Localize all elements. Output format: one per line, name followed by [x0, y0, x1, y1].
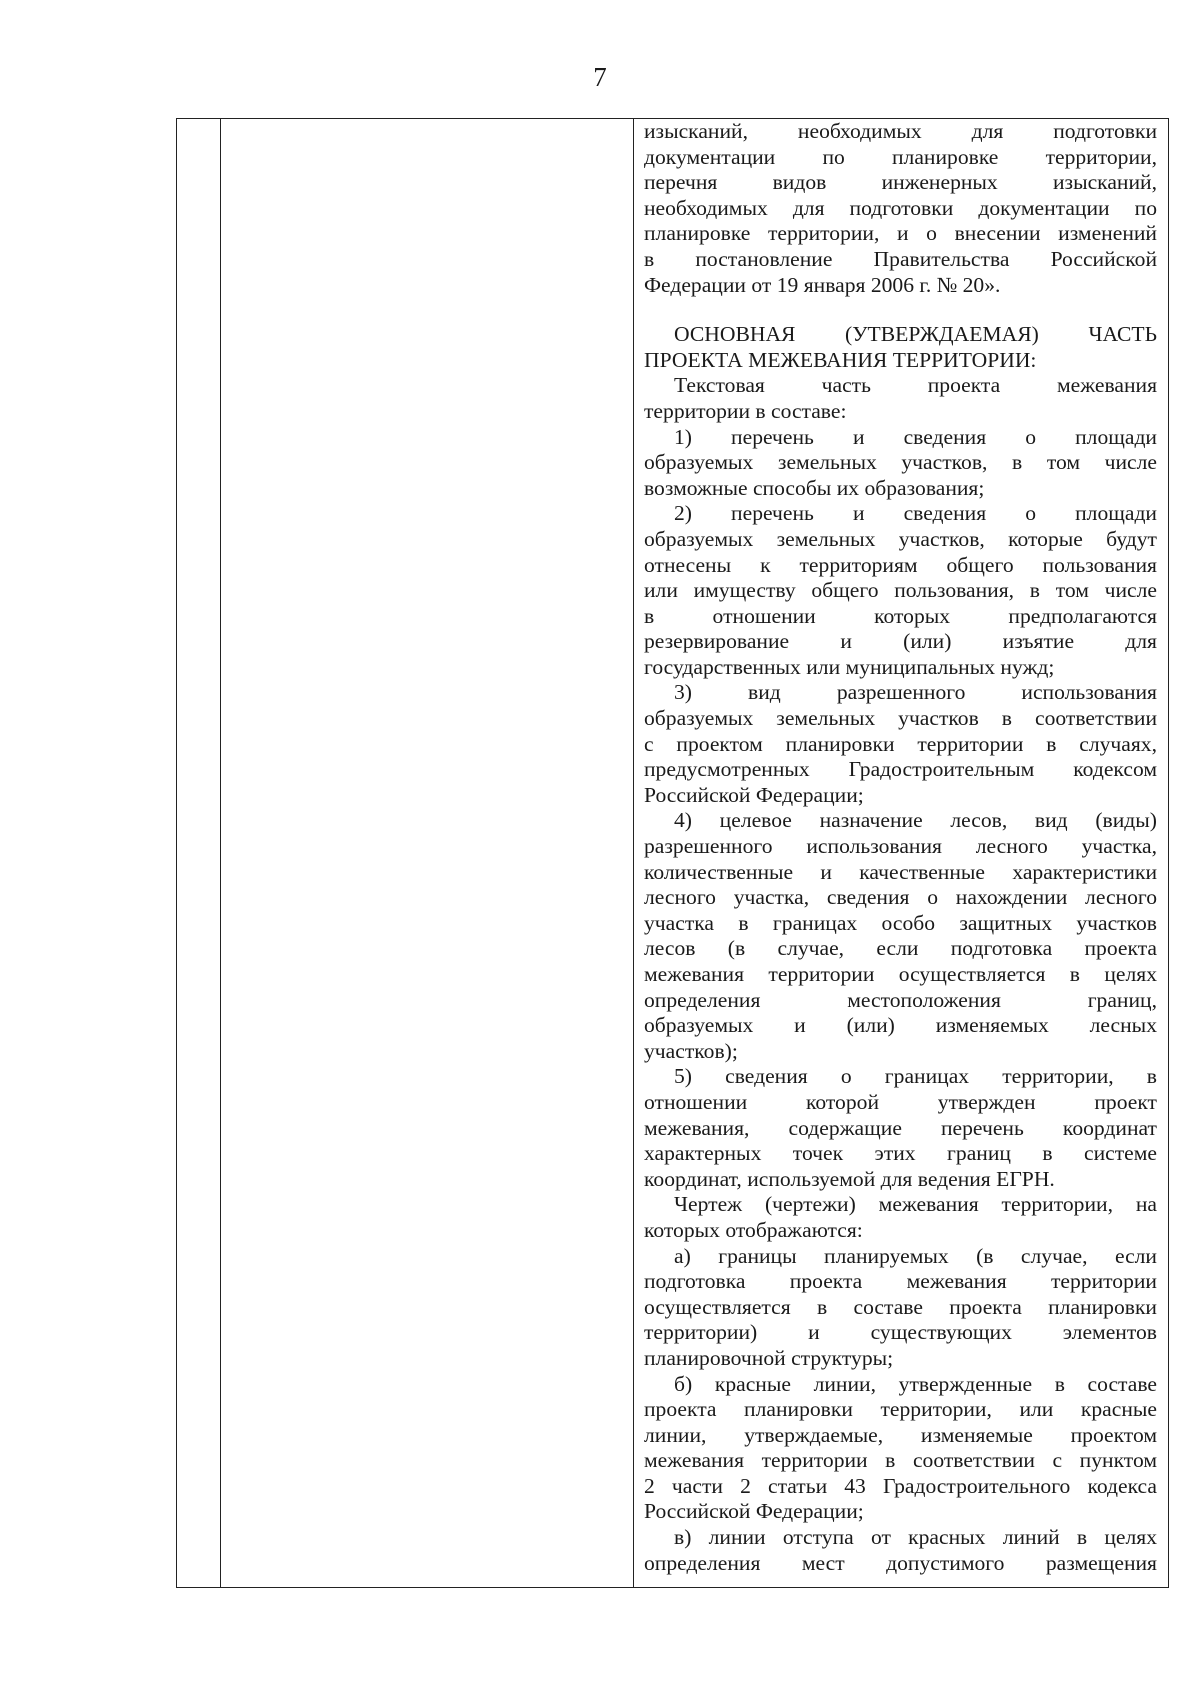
text-line: а) границы планируемых (в случае, если: [674, 1243, 1157, 1268]
text-line: разрешенного использования лесного участка,: [644, 834, 1157, 859]
text-line: лесов (в случае, если подготовка проекта: [644, 936, 1157, 961]
text-line: необходимых для подготовки документации по: [644, 195, 1157, 220]
text-line: предусмотренных Градостроительным кодексом: [644, 757, 1157, 782]
text-line: или имуществу общего пользования, в том числе: [644, 578, 1157, 603]
text-line: 2) перечень и сведения о площади: [674, 501, 1157, 526]
text-line: характерных точек этих границ в системе: [644, 1141, 1157, 1166]
text-line: определения мест допустимого размещения: [644, 1550, 1157, 1575]
text-line: проекта планировки территории, или красные: [644, 1397, 1157, 1422]
text-line: лесного участка, сведения о нахождении лесного: [644, 885, 1157, 910]
text-line: образуемых земельных участков, в том числе: [644, 450, 1157, 475]
text-line: координат, используемой для ведения ЕГРН.: [644, 1166, 1055, 1191]
document-table: [176, 118, 1169, 1588]
text-line: б) красные линии, утвержденные в составе: [674, 1371, 1157, 1396]
page-number: 7: [593, 62, 607, 92]
table-text-cell: [644, 119, 1157, 1576]
text-line: Текстовая часть проекта межевания: [674, 373, 1157, 398]
text-line: подготовка проекта межевания территории: [644, 1269, 1157, 1294]
text-line: участка в границах особо защитных участков: [644, 910, 1157, 935]
text-line: 5) сведения о границах территории, в: [674, 1064, 1157, 1089]
text-line: межевания территории осуществляется в целях: [644, 962, 1157, 986]
section-heading-line: ПРОЕКТА МЕЖЕВАНИЯ ТЕРРИТОРИИ:: [644, 347, 1037, 372]
text-line: количественные и качественные характеристики: [644, 859, 1157, 884]
text-line: возможные способы их образования;: [644, 475, 985, 500]
text-line: определения местоположения границ,: [644, 987, 1157, 1012]
text-line: с проектом планировки территории в случаях,: [644, 731, 1157, 756]
text-line: планировке территории, и о внесении изменений: [644, 221, 1157, 246]
table-column-divider: [220, 119, 221, 1587]
text-line: межевания, содержащие перечень координат: [644, 1115, 1157, 1140]
text-line: участков);: [644, 1038, 738, 1063]
text-line: планировочной структуры;: [644, 1345, 894, 1370]
text-line: 4) целевое назначение лесов, вид (виды): [674, 808, 1157, 833]
text-line: образуемых и (или) изменяемых лесных: [644, 1013, 1157, 1038]
text-line: которых отображаются:: [644, 1217, 863, 1242]
text-line: образуемых земельных участков, которые будут: [644, 526, 1157, 551]
text-line: изысканий, необходимых для подготовки: [644, 119, 1157, 143]
text-line: Федерации от 19 января 2006 г. № 20».: [644, 272, 1001, 297]
text-line: Российской Федерации;: [644, 782, 864, 807]
text-line: в отношении которых предполагаются: [644, 603, 1157, 628]
text-line: осуществляется в составе проекта планировки: [644, 1294, 1157, 1319]
text-line: линии, утверждаемые, изменяемые проектом: [644, 1422, 1157, 1447]
text-line: в) линии отступа от красных линий в целях: [674, 1525, 1157, 1550]
text-line: государственных или муниципальных нужд;: [644, 654, 1055, 679]
text-line: документации по планировке территории,: [644, 144, 1157, 169]
text-line: 3) вид разрешенного использования: [674, 680, 1157, 705]
section-heading-line: ОСНОВНАЯ (УТВЕРЖДАЕМАЯ) ЧАСТЬ: [674, 322, 1157, 347]
text-line: перечня видов инженерных изысканий,: [644, 170, 1157, 195]
text-line: территории) и существующих элементов: [644, 1320, 1157, 1345]
text-line: Российской Федерации;: [644, 1499, 864, 1524]
text-line: в постановление Правительства Российской: [644, 246, 1157, 271]
text-line: отнесены к территориям общего пользования: [644, 552, 1157, 577]
text-line: территории в составе:: [644, 398, 847, 423]
text-line: межевания территории в соответствии с пунктом: [644, 1448, 1157, 1473]
text-line: образуемых земельных участков в соответствии: [644, 706, 1157, 731]
text-line: резервирование и (или) изъятие для: [644, 629, 1157, 654]
text-line: Чертеж (чертежи) межевания территории, на: [674, 1192, 1157, 1217]
text-line: 1) перечень и сведения о площади: [674, 424, 1157, 449]
table-column-divider: [633, 119, 634, 1587]
paragraph-gap: [644, 298, 1157, 322]
text-line: 2 части 2 статьи 43 Градостроительного кодекса: [644, 1473, 1157, 1498]
text-line: отношении которой утвержден проект: [644, 1089, 1157, 1114]
